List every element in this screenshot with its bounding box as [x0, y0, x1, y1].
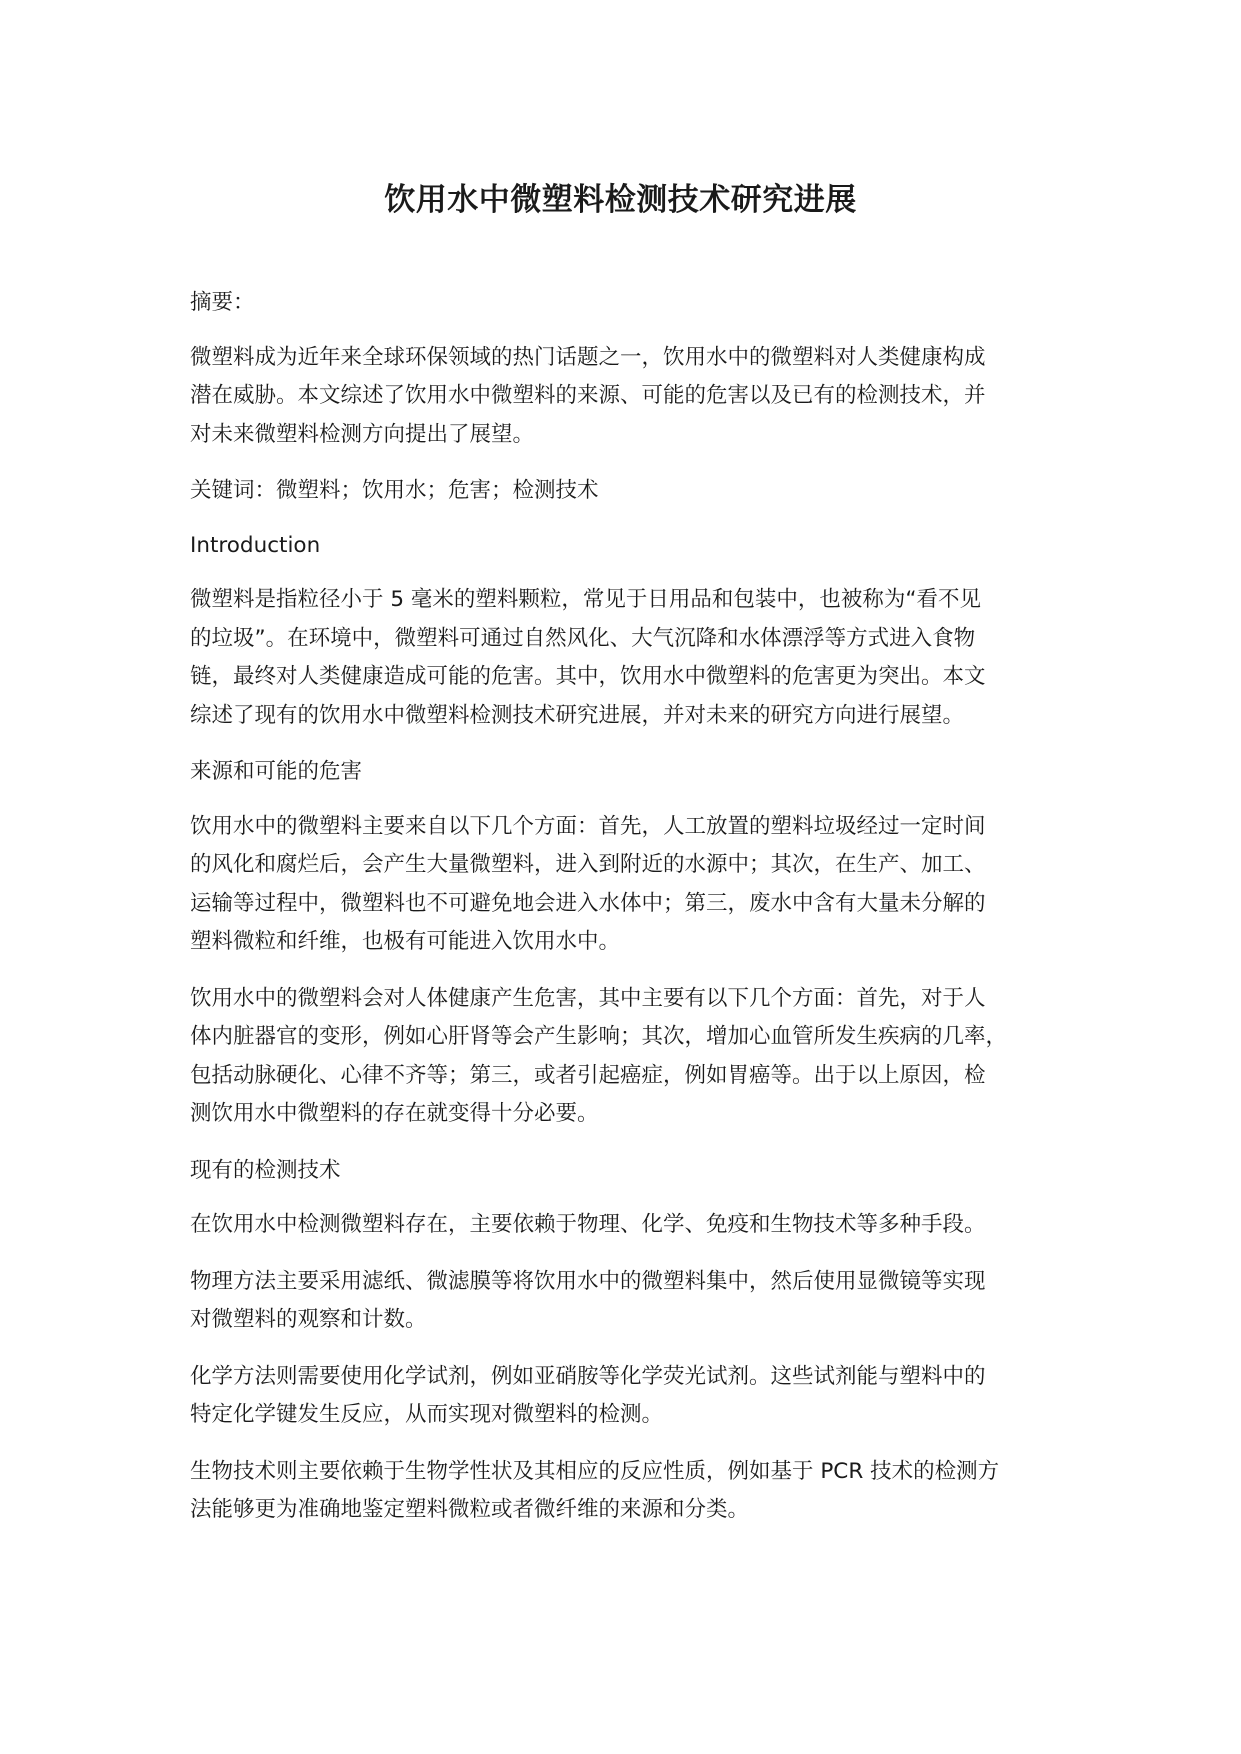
harm-paragraph [190, 980, 1090, 1134]
introduction-line: 链，最终对人类健康造成可能的危害。其中，饮用水中微塑料的危害更为突出。本文 [190, 664, 986, 689]
keywords-line: 关键词：微塑料；饮用水；危害；检测技术 [190, 478, 599, 503]
sources-paragraph [190, 808, 1090, 962]
physical-method-paragraph [190, 1263, 1090, 1340]
sources-line: 的风化和腐烂后，会产生大量微塑料，进入到附近的水源中；其次，在生产、加工、 [190, 852, 986, 877]
introduction-line: 微塑料是指粒径小于 5 毫米的塑料颗粒，常见于日用品和包装中，也被称为“看不见 [190, 587, 981, 612]
harm-line: 测饮用水中微塑料的存在就变得十分必要。 [190, 1101, 599, 1126]
document-body [190, 284, 1090, 1548]
harm-line: 包括动脉硬化、心律不齐等；第三，或者引起癌症，例如胃癌等。出于以上原因，检 [190, 1062, 986, 1088]
abstract-line: 对未来微塑料检测方向提出了展望。 [190, 421, 535, 447]
biological-method-paragraph [190, 1453, 1090, 1530]
abstract-paragraph [190, 339, 1090, 455]
harm-line: 体内脏器官的变形，例如心肝肾等会产生影响；其次，增加心血管所发生疾病的几率， [190, 1024, 1008, 1049]
physical-method-line: 对微塑料的观察和计数。 [190, 1307, 427, 1332]
biological-method-line: 生物技术则主要依赖于生物学性状及其相应的反应性质，例如基于 PCR 技术的检测方 [190, 1458, 1000, 1484]
document-title: 饮用水中微塑料检测技术研究进展 [384, 182, 857, 218]
biological-method-line: 法能够更为准确地鉴定塑料微粒或者微纤维的来源和分类。 [190, 1497, 750, 1522]
chemical-method-paragraph [190, 1358, 1090, 1435]
introduction-paragraph [190, 581, 1090, 735]
sources-heading: 来源和可能的危害 [190, 759, 363, 784]
sources-line: 运输等过程中，微塑料也不可避免地会进入水体中；第三，废水中含有大量未分解的 [190, 890, 986, 916]
sources-line: 饮用水中的微塑料主要来自以下几个方面：首先，人工放置的塑料垃圾经过一定时间 [190, 813, 986, 839]
abstract-line: 微塑料成为近年来全球环保领域的热门话题之一，饮用水中的微塑料对人类健康构成 [190, 344, 986, 370]
chemical-method-line: 化学方法则需要使用化学试剂，例如亚硝胺等化学荧光试剂。这些试剂能与塑料中的 [190, 1363, 986, 1389]
abstract-line: 潜在威胁。本文综述了饮用水中微塑料的来源、可能的危害以及已有的检测技术，并 [190, 383, 986, 408]
methods-heading: 现有的检测技术 [190, 1157, 341, 1183]
introduction-heading: Introduction [190, 532, 321, 558]
physical-method-line: 物理方法主要采用滤纸、微滤膜等将饮用水中的微塑料集中，然后使用显微镜等实现 [190, 1268, 986, 1294]
harm-line: 饮用水中的微塑料会对人体健康产生危害，其中主要有以下几个方面：首先，对于人 [190, 985, 986, 1011]
methods-intro-line: 在饮用水中检测微塑料存在，主要依赖于物理、化学、免疫和生物技术等多种手段。 [190, 1212, 986, 1237]
chemical-method-line: 特定化学键发生反应，从而实现对微塑料的检测。 [190, 1402, 664, 1427]
introduction-line: 的垃圾”。在环境中，微塑料可通过自然风化、大气沉降和水体漂浮等方式进入食物 [190, 625, 976, 651]
sources-line: 塑料微粒和纤维，也极有可能进入饮用水中。 [190, 929, 621, 954]
abstract-label: 摘要： [190, 290, 255, 315]
introduction-line: 综述了现有的饮用水中微塑料检测技术研究进展，并对未来的研究方向进行展望。 [190, 702, 965, 728]
methods-intro-paragraph [190, 1206, 1090, 1245]
